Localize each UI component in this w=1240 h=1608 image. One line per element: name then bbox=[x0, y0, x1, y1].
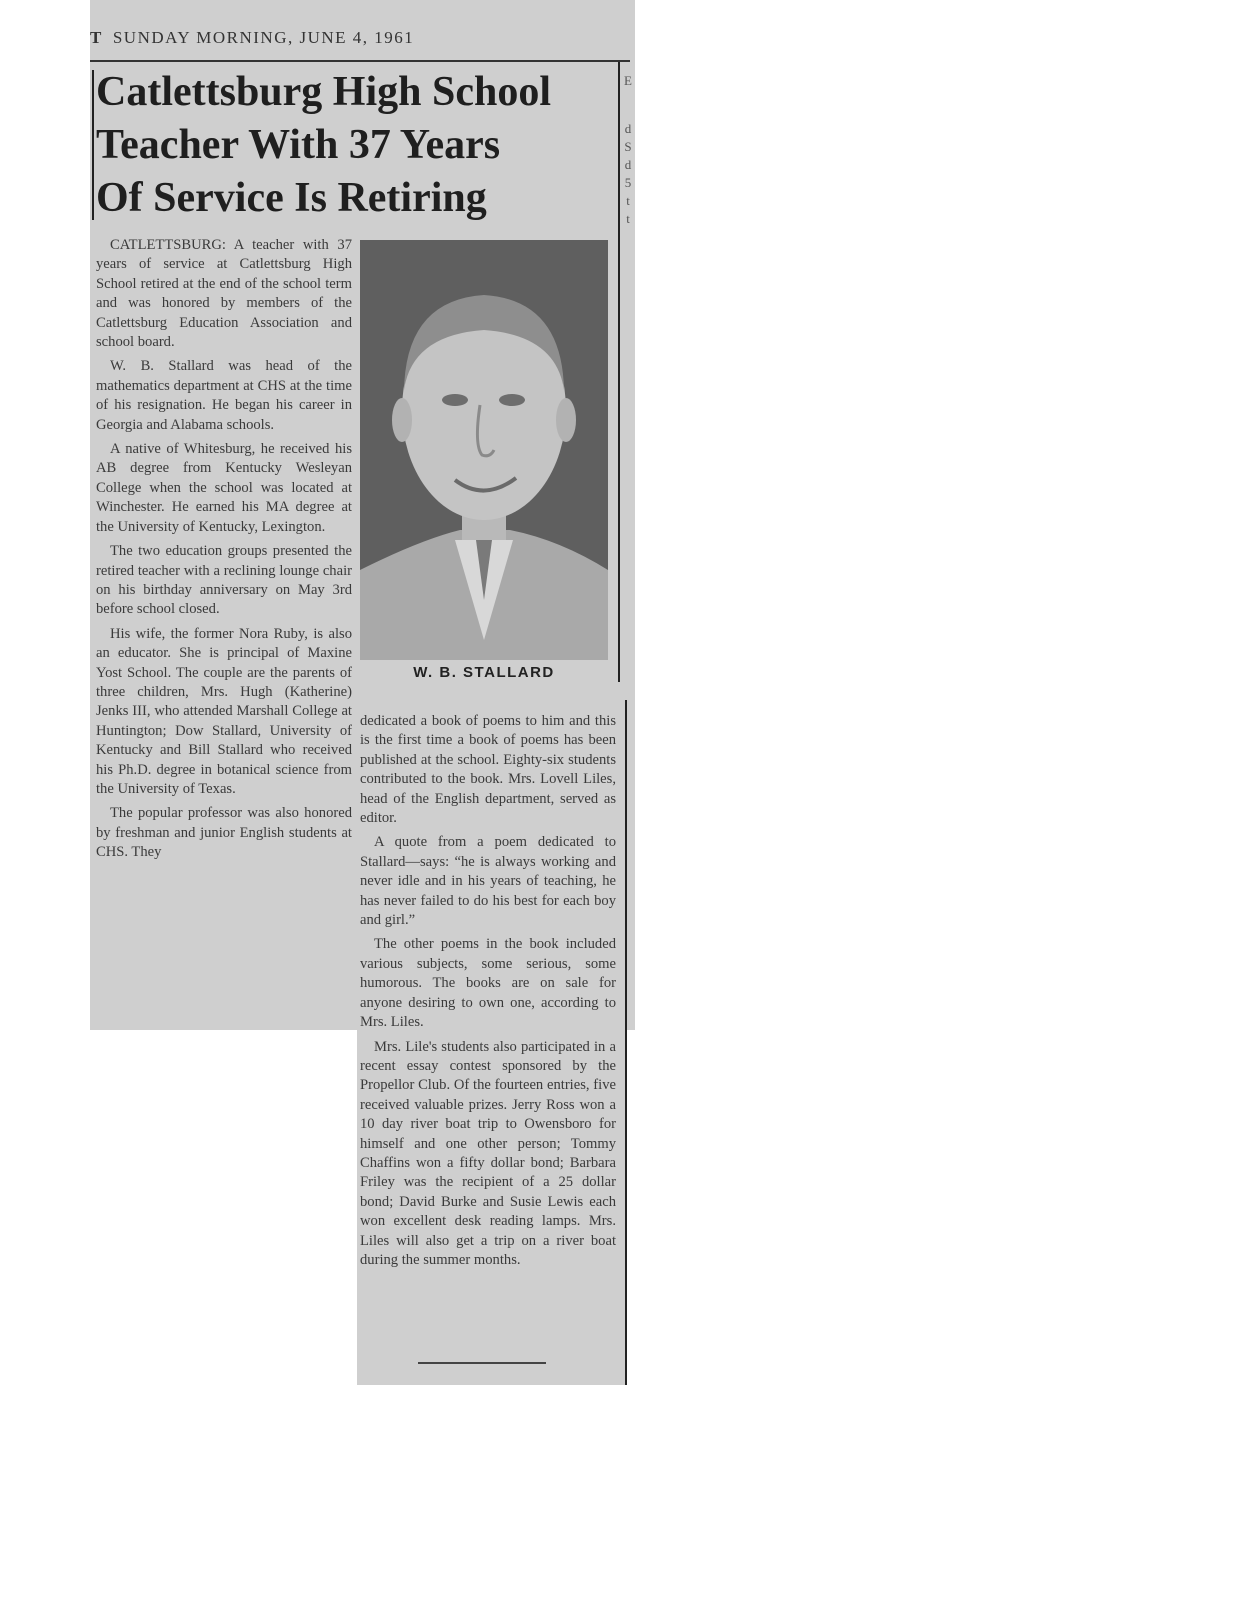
paragraph: W. B. Stallard was head of the mathematics department at CHS at the time of his resignation. He began his career in Georgia and Alabama schools. bbox=[96, 358, 352, 433]
neighbor-letter: t bbox=[626, 211, 630, 226]
paragraph: The popular professor was also honored by freshman and junior English students at CHS. They bbox=[96, 805, 352, 861]
neighbor-letter: d bbox=[624, 121, 632, 136]
dateline bbox=[90, 28, 630, 56]
article-column-left bbox=[96, 236, 352, 868]
headline-line: Teacher With 37 Years bbox=[96, 122, 501, 168]
dateline-prefix: T bbox=[90, 28, 103, 47]
paragraph: Mrs. Lile's students also participated in a recent essay contest sponsored by the Propellor Club. Of the fourteen entries, five received valuable prizes. Jerry Ross won a 10 day river boat trip to Owensboro for himself and one other person; Tommy Chaffins won a fifty dollar bond; Barbara Friley was the recipient of a 25 dollar bond; David Burke and Susie Lewis each won excellent desk reading lamps. Mrs. Liles will also get a trip on a river boat during the summer months. bbox=[360, 1038, 616, 1268]
paragraph: The other poems in the book included various subjects, some serious, some humorous. The books are on sale for anyone desiring to own one, according to Mrs. Liles. bbox=[360, 936, 616, 1031]
paragraph: CATLETTSBURG: A teacher with 37 years of service at Catlettsburg High School retired at the end of the school term and was honored by members of the Catlettsburg Education Association and school board. bbox=[96, 237, 352, 351]
left-column-rule bbox=[92, 70, 94, 220]
dateline-text: SUNDAY MORNING, JUNE 4, 1961 bbox=[112, 28, 415, 47]
paragraph: dedicated a book of poems to him and this is the first time a book of poems has been published at the school. Eighty-six students contributed to the book. Mrs. Lovell Liles, head of the English department, served as editor. bbox=[360, 713, 616, 827]
neighbor-letter: t bbox=[626, 193, 630, 208]
right-column-rule-lower bbox=[625, 700, 627, 1385]
neighbor-letter: d bbox=[624, 157, 632, 172]
top-rule bbox=[90, 60, 630, 62]
neighbor-column-fragment bbox=[622, 72, 634, 252]
headline-line: Catlettsburg High School bbox=[96, 69, 552, 115]
paragraph: A native of Whitesburg, he received his AB degree from Kentucky Wesleyan College when the school was located at Winchester. He earned his MA degree at the University of Kentucky, Lexington. bbox=[96, 441, 352, 535]
portrait-illustration bbox=[360, 240, 608, 660]
right-column-rule bbox=[618, 62, 620, 682]
photo-caption: W. B. STALLARD bbox=[413, 664, 555, 681]
end-of-article-rule bbox=[418, 1362, 546, 1364]
paragraph: A quote from a poem dedicated to Stallard—says: “he is always working and never idle and in his years of teaching, he has never failed to do his best for each boy and girl.” bbox=[360, 834, 616, 929]
neighbor-letter: S bbox=[624, 139, 632, 154]
headline-line: Of Service Is Retiring bbox=[96, 175, 487, 221]
neighbor-letter: 5 bbox=[624, 175, 632, 190]
portrait-photo bbox=[360, 240, 608, 660]
headline bbox=[96, 66, 616, 225]
neighbor-letter: E bbox=[624, 73, 632, 88]
paragraph: His wife, the former Nora Ruby, is also an educator. She is principal of Maxine Yost School. The couple are the parents of three children, Mrs. Hugh (Katherine) Jenks III, who attended Marshall College at Huntington; Dow Stallard, University of Kentucky and Bill Stallard who received his Ph.D. degree in botanical science from the University of Texas. bbox=[96, 625, 352, 797]
paragraph: The two education groups presented the retired teacher with a reclining lounge chair on his birthday anniversary on May 3rd before school closed. bbox=[96, 543, 352, 618]
article-column-right bbox=[360, 712, 616, 1275]
